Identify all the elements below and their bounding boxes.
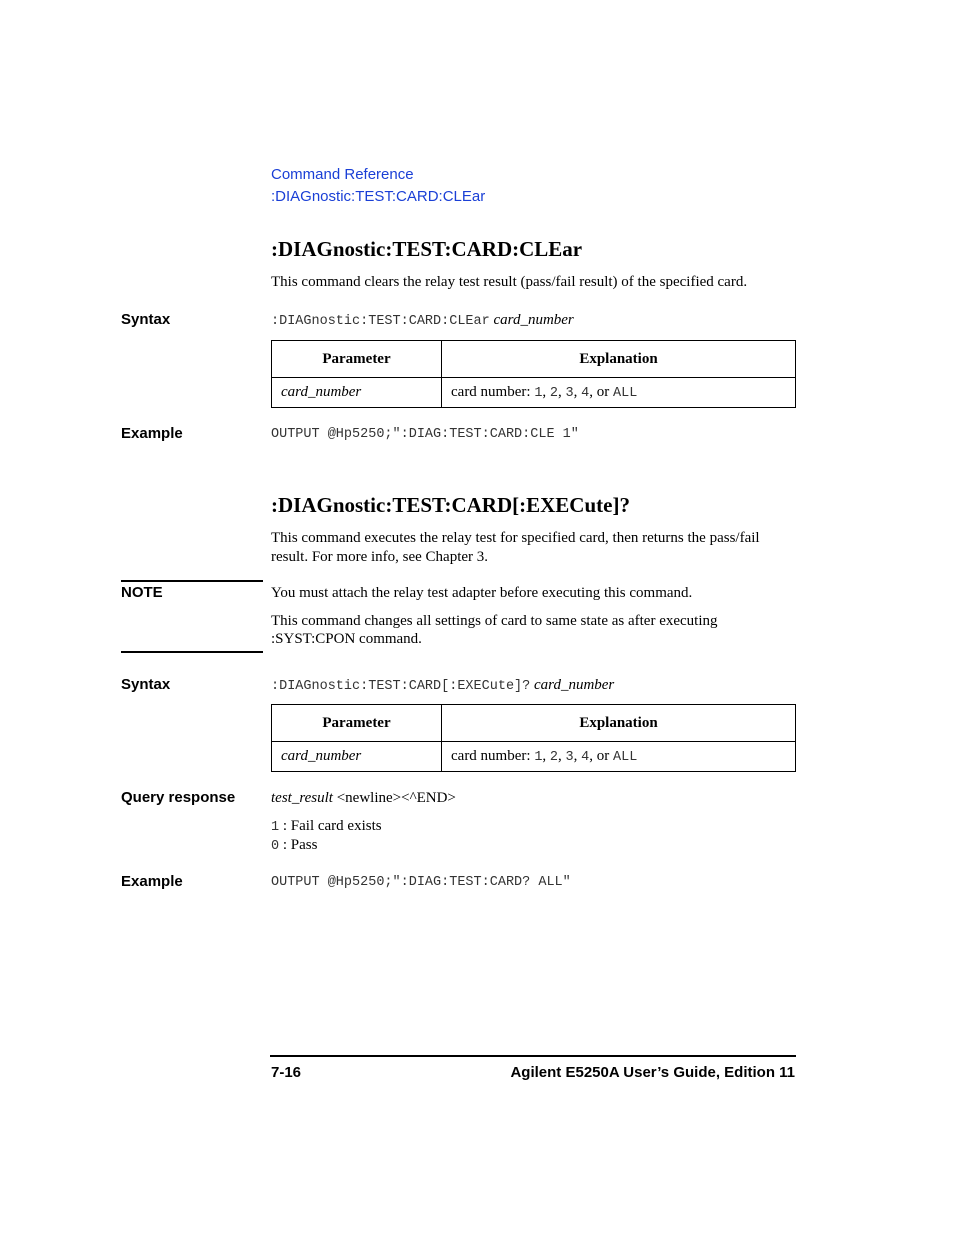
- note-text-2b: :SYST:CPON command.: [271, 631, 422, 647]
- page-number: 7-16: [271, 1064, 302, 1081]
- table-header-explanation: Explanation: [442, 341, 796, 378]
- note-label: NOTE: [121, 584, 163, 601]
- section-description-line-1: This command executes the relay test for specified card, then returns the pass/fail: [271, 530, 760, 546]
- parameter-table: [271, 704, 796, 772]
- footer-rule: [270, 1055, 796, 1057]
- note-top-rule: [121, 580, 263, 582]
- guide-title: Agilent E5250A User’s Guide, Edition 11: [510, 1064, 795, 1081]
- note-bottom-rule: [121, 651, 263, 653]
- parameter-table: [271, 340, 796, 408]
- syntax-command: :DIAGnostic:TEST:CARD[:EXECute]?: [271, 679, 531, 694]
- syntax-line: [271, 311, 574, 331]
- example-code: OUTPUT @Hp5250;":DIAG:TEST:CARD:CLE 1": [271, 427, 579, 442]
- table-cell-explanation: card number: 1, 2, 3, 4, or ALL: [442, 742, 796, 772]
- section-description-line-2: result. For more info, see Chapter 3.: [271, 549, 489, 565]
- query-response-label: Query response: [121, 789, 236, 806]
- example-label: Example: [121, 425, 183, 442]
- table-header-parameter: Parameter: [272, 341, 442, 378]
- query-response-line: test_result <newline><^END>: [271, 790, 456, 806]
- table-row: [272, 378, 796, 408]
- syntax-parameter: card_number: [493, 312, 574, 328]
- note-text-2a: This command changes all settings of card to same state as after executing: [271, 613, 718, 629]
- section-title-card-clear: :DIAGnostic:TEST:CARD:CLEar: [271, 237, 583, 261]
- syntax-label: Syntax: [121, 676, 171, 693]
- syntax-line: [271, 676, 614, 696]
- table-header-parameter: Parameter: [272, 705, 442, 742]
- note-text-1: You must attach the relay test adapter before executing this command.: [271, 585, 693, 601]
- syntax-command: :DIAGnostic:TEST:CARD:CLEar: [271, 314, 490, 329]
- breadcrumb-command-reference[interactable]: Command Reference: [271, 166, 414, 183]
- response-pass-line: 0 : Pass: [271, 837, 318, 854]
- example-label: Example: [121, 873, 183, 890]
- section-title-card-execute: :DIAGnostic:TEST:CARD[:EXECute]?: [271, 493, 630, 517]
- section-description: This command clears the relay test result (pass/fail result) of the specified card.: [271, 274, 748, 290]
- table-row: [272, 742, 796, 772]
- table-cell-parameter: card_number: [272, 742, 442, 772]
- response-fail-line: 1 : Fail card exists: [271, 818, 382, 835]
- syntax-label: Syntax: [121, 311, 171, 328]
- example-code: OUTPUT @Hp5250;":DIAG:TEST:CARD? ALL": [271, 875, 571, 890]
- table-cell-explanation: card number: 1, 2, 3, 4, or ALL: [442, 378, 796, 408]
- table-cell-parameter: card_number: [272, 378, 442, 408]
- table-header-explanation: Explanation: [442, 705, 796, 742]
- syntax-parameter: card_number: [534, 677, 615, 693]
- breadcrumb-diag-test-card-clear[interactable]: :DIAGnostic:TEST:CARD:CLEar: [271, 188, 486, 205]
